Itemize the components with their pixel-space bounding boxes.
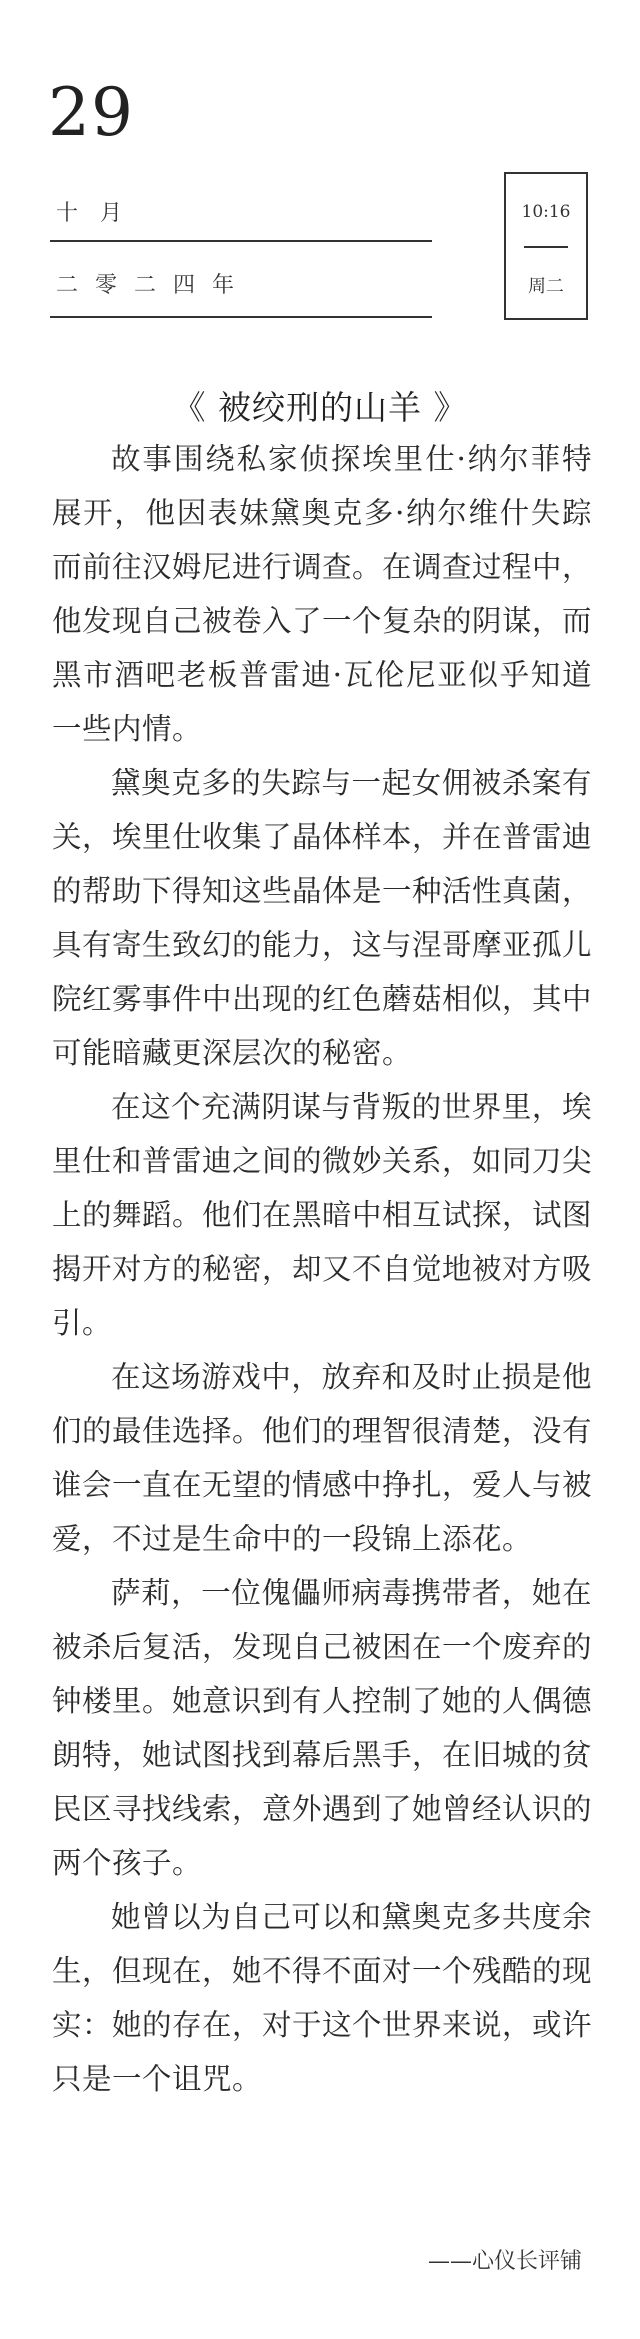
box-divider [524,246,568,248]
paragraph: 她曾以为自己可以和黛奥克多共度余生，但现在，她不得不面对一个残酷的现实：她的存在，对于这个世界来说，或许只是一个诅咒。 [52,1900,593,2096]
time-label: 10:16 [521,202,571,222]
weekday-label: 周二 [528,276,564,297]
article-body [52,432,592,2106]
date-day: 29 [48,74,134,151]
divider-line [50,240,432,242]
article-title: 《 被绞刑的山羊 》 [172,388,468,427]
paragraph: 故事围绕私家侦探埃里仕·纳尔菲特展开，他因表妹黛奥克多·纳尔维什失踪而前往汉姆尼进行调查。在调查过程中，他发现自己被卷入了一个复杂的阴谋，而黑市酒吧老板普雷迪·瓦伦尼亚似乎知道一些内情。 [52,442,593,746]
date-year: 二零二四年 [56,273,252,298]
divider-line [50,316,432,318]
paragraph: 萨莉，一位傀儡师病毒携带者，她在被杀后复活，发现自己被困在一个废弃的钟楼里。她意识到有人控制了她的人偶德朗特，她试图找到幕后黑手，在旧城的贫民区寻找线索，意外遇到了她曾经认识的两个孩子。 [52,1576,593,1880]
paragraph: 在这场游戏中，放弃和及时止损是他们的最佳选择。他们的理智很清楚，没有谁会一直在无望的情感中挣扎，爱人与被爱，不过是生命中的一段锦上添花。 [52,1360,593,1556]
time-weekday-box [504,172,588,320]
paragraph: 在这个充满阴谋与背叛的世界里，埃里仕和普雷迪之间的微妙关系，如同刀尖上的舞蹈。他们在黑暗中相互试探，试图揭开对方的秘密，却又不自觉地被对方吸引。 [52,1090,593,1340]
author-signature: ——心仪长评铺 [427,2249,582,2274]
paragraph: 黛奥克多的失踪与一起女佣被杀案有关，埃里仕收集了晶体样本，并在普雷迪的帮助下得知这些晶体是一种活性真菌，具有寄生致幻的能力，这与涅哥摩亚孤儿院红雾事件中出现的红色蘑菇相似，其中可能暗藏更深层次的秘密。 [52,766,593,1070]
date-month: 十月 [56,201,145,226]
